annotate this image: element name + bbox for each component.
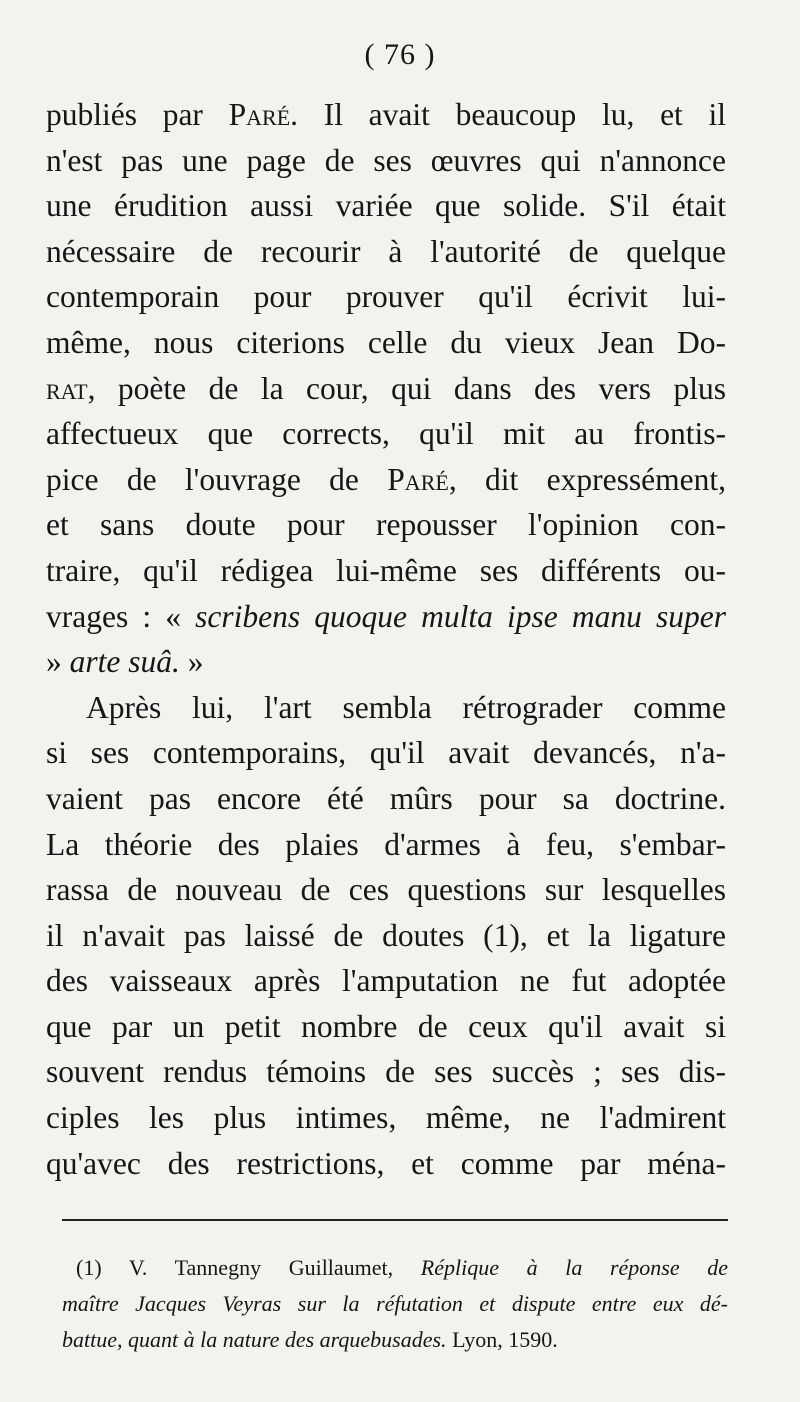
text-line: une érudition aussi variée que solide. S'il était bbox=[46, 188, 726, 224]
text-line: si ses contemporains, qu'il avait devancés, n'a- bbox=[46, 735, 726, 771]
text-line: même, nous citerions celle du vieux Jean Do- bbox=[46, 324, 726, 360]
text-line: La théorie des plaies d'armes à feu, s'embar- bbox=[46, 826, 726, 862]
author-name: Paré bbox=[387, 461, 449, 497]
footnote bbox=[62, 1250, 728, 1358]
text-line: publiés par Paré. Il avait beaucoup lu, et il bbox=[46, 97, 726, 132]
text-line: et sans doute pour repousser l'opinion con- bbox=[46, 507, 726, 543]
author-name: Paré bbox=[228, 97, 291, 132]
body-text bbox=[46, 92, 726, 1186]
text-line: vaient pas encore été mûrs pour sa doctrine. bbox=[46, 780, 726, 816]
text-line: qu'avec des restrictions, et comme par ména- bbox=[46, 1145, 726, 1181]
text-line: rat, poète de la cour, qui dans des vers plus bbox=[46, 370, 726, 406]
text-line: rassa de nouveau de ces questions sur lesquelles bbox=[46, 872, 726, 908]
text-line: souvent rendus témoins de ses succès ; ses dis- bbox=[46, 1054, 726, 1090]
latin-quote: scribens quoque multa ipse manu super bbox=[195, 598, 726, 634]
text-line: vrages : « scribens quoque multa ipse manu super bbox=[46, 598, 726, 634]
footnote-line: battue, quant à la nature des arquebusades. Lyon, 1590. bbox=[62, 1327, 558, 1352]
footnote-line: maître Jacques Veyras sur la réfutation et dispute entre eux dé- bbox=[62, 1291, 728, 1316]
text-line: » arte suâ. » bbox=[46, 644, 204, 680]
text-line: contemporain pour prouver qu'il écrivit lui- bbox=[46, 279, 726, 315]
text-line: nécessaire de recourir à l'autorité de quelque bbox=[46, 233, 726, 269]
text-line: il n'avait pas laissé de doutes (1), et la ligature bbox=[46, 917, 726, 953]
footnote-divider bbox=[62, 1219, 728, 1221]
text-line: traire, qu'il rédigea lui-même ses différents ou- bbox=[46, 552, 726, 588]
text-line: n'est pas une page de ses œuvres qui n'annonce bbox=[46, 142, 726, 178]
text-line: pice de l'ouvrage de Paré, dit expressément, bbox=[46, 461, 726, 497]
text-line: ciples les plus intimes, même, ne l'admirent bbox=[46, 1100, 726, 1136]
latin-quote: arte suâ. bbox=[69, 644, 180, 680]
footnote-line: (1) V. Tannegny Guillaumet, Réplique à la réponse de bbox=[76, 1255, 728, 1280]
author-name: rat bbox=[46, 370, 88, 406]
text-line: que par un petit nombre de ceux qu'il avait si bbox=[46, 1008, 726, 1044]
page-number: ( 76 ) bbox=[364, 38, 436, 71]
text-line: affectueux que corrects, qu'il mit au frontis- bbox=[46, 416, 726, 452]
text-line: des vaisseaux après l'amputation ne fut adoptée bbox=[46, 963, 726, 999]
paragraph-start: Après lui, l'art sembla rétrograder comme bbox=[86, 689, 726, 725]
